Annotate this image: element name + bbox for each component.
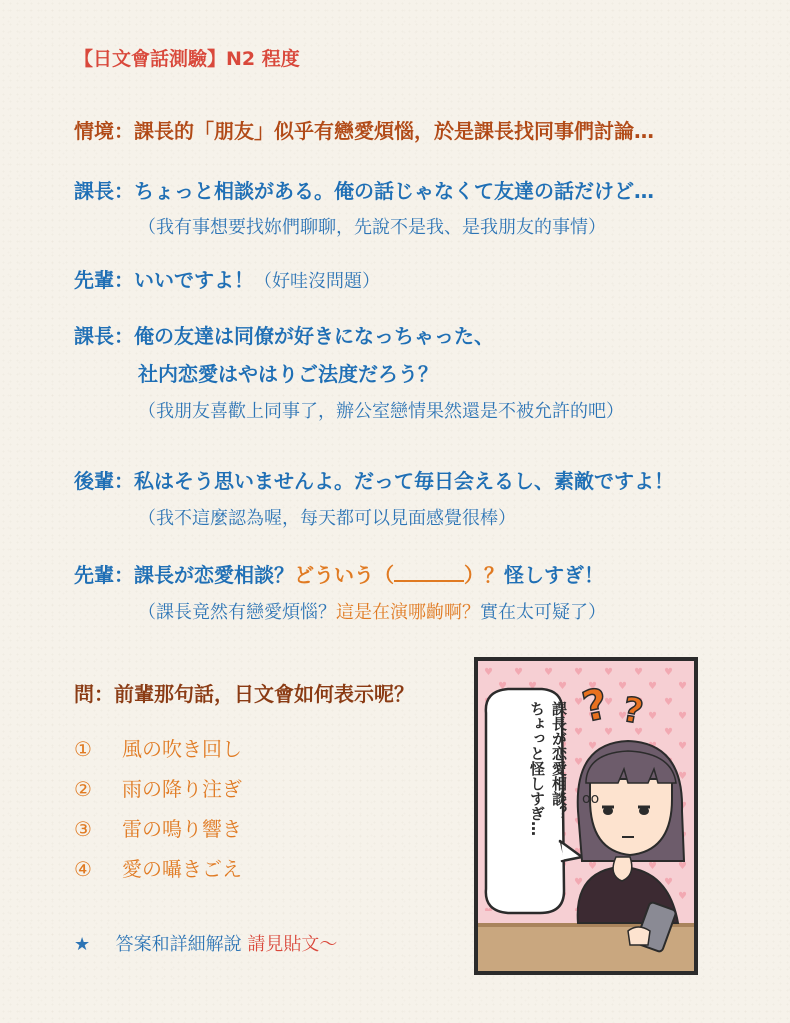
speech-bubble-text [526,701,570,836]
translation-5-a: （課長竟然有戀愛煩惱？ [138,602,336,623]
dialogue-line-5-end: 怪しすぎ！ [504,563,604,587]
dialogue-line-3b: 社内恋愛はやはりご法度だろう？ [138,362,438,386]
answer-footer [74,930,337,956]
dialogue-line-2 [74,264,380,293]
see-post-link[interactable]: 請見貼文〜 [247,934,338,955]
option-4-number: ④ [74,857,92,881]
option-1[interactable] [74,733,242,762]
answer-note: 答案和詳細解說 [115,934,242,955]
option-2-number: ② [74,777,92,801]
option-3[interactable] [74,813,242,842]
answer-blank[interactable] [394,562,464,582]
comic-illustration [478,661,694,971]
dialogue-line-3a: 課長：俺の友達は同僚が好きになっちゃった、 [74,324,494,348]
character [578,741,684,952]
translation-5-b: 這是在演哪齣啊？ [336,602,480,623]
dialogue-line-2-text: 先輩：いいですよ！ [74,268,254,292]
svg-text:?: ? [577,678,613,732]
option-1-text: 風の吹き回し [122,737,242,761]
bubble-line-1: 課長が恋愛相談？ [550,701,568,821]
option-2[interactable] [74,773,242,802]
translation-5 [138,598,606,624]
dialogue-line-1: 課長：ちょっと相談がある。俺の話じゃなくて友達の話だけど… [74,179,654,203]
page-title: 【日文會話測驗】N2 程度 [74,48,300,70]
option-4-text: 愛の囁きごえ [122,857,242,881]
fill-in-close: ）？ [464,563,504,587]
dialogue-line-5-speaker: 先輩：課長が恋愛相談？ [74,563,294,587]
translation-1: （我有事想要找妳們聊聊，先說不是我、是我朋友的事情） [138,217,606,238]
star-icon: ★ [74,934,91,955]
dialogue-line-5 [74,559,604,588]
dialogue-line-4: 後輩：私はそう思いませんよ。だって毎日会えるし、素敵ですよ！ [74,469,674,493]
option-1-number: ① [74,737,92,761]
bubble-line-2: ちょっと怪しすぎ… [528,701,546,836]
svg-text:oo: oo [582,791,600,807]
svg-text:?: ? [619,689,647,733]
question: 問：前輩那句話，日文會如何表示呢？ [74,682,414,706]
option-3-text: 雷の鳴り響き [122,817,242,841]
option-3-number: ③ [74,817,92,841]
scene-description: 情境：課長的「朋友」似乎有戀愛煩惱，於是課長找同事們討論… [74,119,654,143]
comic-panel [474,657,698,975]
translation-4: （我不這麼認為喔，每天都可以見面感覺很棒） [138,508,516,529]
option-2-text: 雨の降り注ぎ [122,777,242,801]
fill-in-prompt [294,563,504,587]
translation-5-c: 實在太可疑了） [480,602,606,623]
option-4[interactable] [74,853,242,882]
fill-in-open: どういう（ [294,563,394,587]
translation-3: （我朋友喜歡上同事了，辦公室戀情果然還是不被允許的吧） [138,401,624,422]
translation-2: （好哇沒問題） [254,271,380,292]
